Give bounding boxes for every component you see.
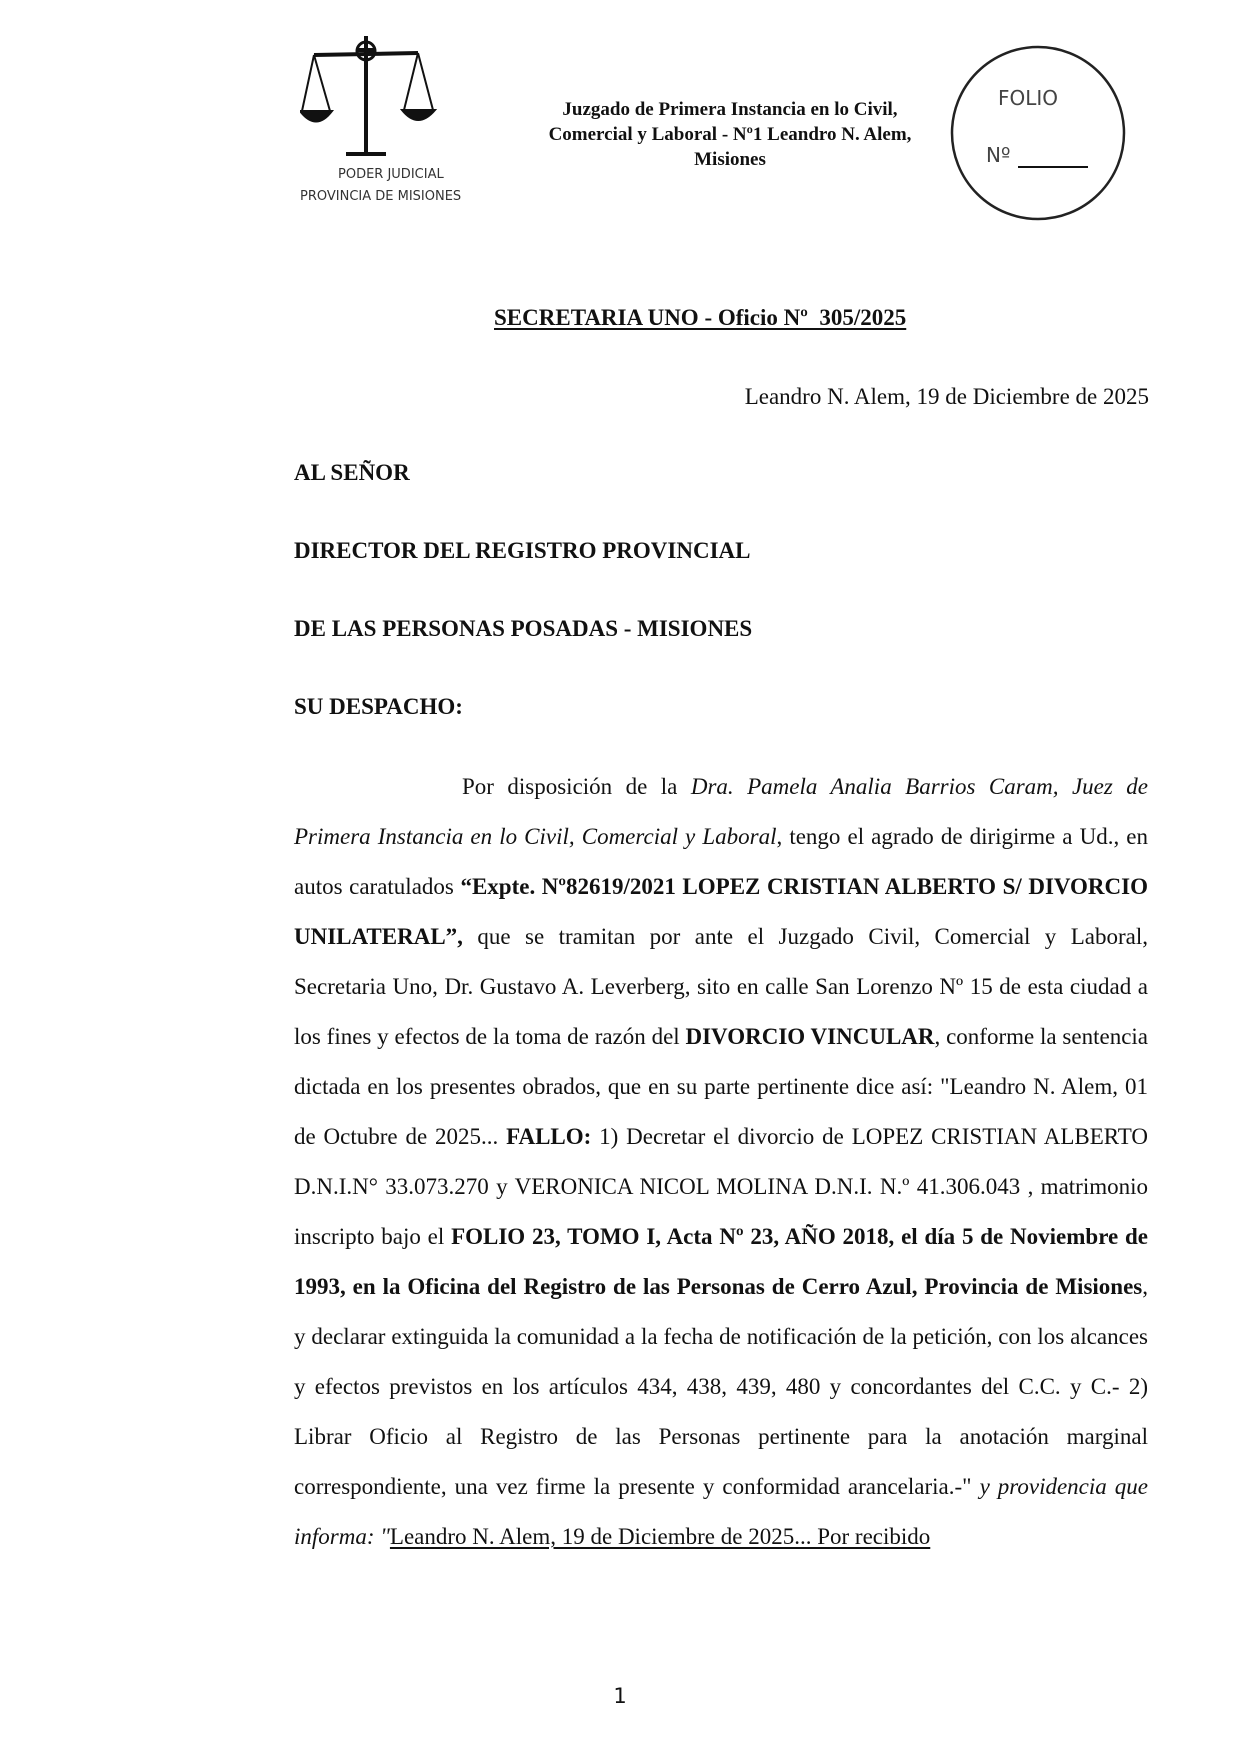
addressee-line: SU DESPACHO: [294, 694, 463, 719]
body-segment: 1) Decretar el divorcio de LOPEZ CRISTIAN ALBERTO D.N.I.N° 33.073.270 y VERONICA NICOL MOLINA D.N.I. N.º 41.306.043 , matrimonio inscripto bajo el [294, 1124, 1148, 1249]
case-reference: “Expte. Nº82619/2021 LOPEZ CRISTIAN ALBERTO S/ DIVORCIO UNILATERAL”, [294, 874, 1148, 949]
addressee-line: DIRECTOR DEL REGISTRO PROVINCIAL [294, 538, 751, 563]
marriage-registration: FOLIO 23, TOMO I, Acta Nº 23, AÑO 2018, el día 5 de Noviembre de 1993, en la Oficina del Registro de las Personas de Cerro Azul, Provincia de Misiones [294, 1224, 1148, 1299]
court-line: Comercial y Laboral - Nº1 Leandro N. Alem, [548, 124, 912, 145]
folio-number-label: Nº [986, 143, 1011, 167]
logo-line-2: PROVINCIA DE MISIONES [300, 189, 462, 204]
court-line: Juzgado de Primera Instancia en lo Civil, [562, 99, 898, 120]
body-paragraph [294, 762, 1148, 1562]
court-line: Misiones [694, 149, 766, 170]
addressee-line: DE LAS PERSONAS POSADAS - MISIONES [294, 616, 753, 641]
fallo-label: FALLO: [506, 1124, 592, 1149]
body-segment: Por disposición de la [462, 774, 691, 799]
folio-circle [952, 47, 1124, 219]
body-segment: , tengo el agrado de dirigirme a Ud., en autos caratulados [294, 824, 1148, 899]
judicial-scales-logo [300, 28, 520, 218]
page-number: 1 [613, 1684, 627, 1708]
place-date: Leandro N. Alem, 19 de Diciembre de 2025 [744, 384, 1149, 409]
body-segment: , conforme la sentencia dictada en los presentes obrados, que en su parte pertinente dice así: "Leandro N. Alem, 01 de Octubre de 2025... [294, 1024, 1148, 1149]
judge-name: Dra. Pamela Analia Barrios Caram, Juez de Primera Instancia en lo Civil, Comercial y Laboral [294, 774, 1148, 849]
body-segment: , y declarar extinguida la comunidad a la fecha de notificación de la petición, con los alcances y efectos previstos en los artículos 434, 438, 439, 480 y concordantes del C.C. y C.- 2) Librar Oficio al Registro de las Personas pertinente para la anotación marginal correspondiente, una vez firme la presente y conformidad arancelaria.-" [294, 1274, 1148, 1499]
oficio-title: SECRETARIA UNO - Oficio Nº 305/2025 [494, 305, 907, 330]
folio-label: FOLIO [998, 86, 1059, 110]
addressee-line: AL SEÑOR [294, 460, 410, 485]
logo-line-1: PODER JUDICIAL [338, 167, 444, 182]
body-segment: que se tramitan por ante el Juzgado Civil, Comercial y Laboral, Secretaria Uno, Dr. Gustavo A. Leverberg, sito en calle San Lorenzo Nº 15 de esta ciudad a los fines y efectos de la toma de razón del [294, 924, 1148, 1049]
scales-icon [300, 36, 435, 154]
folio-stamp [948, 40, 1128, 226]
divorcio-vincular: DIVORCIO VINCULAR [685, 1024, 935, 1049]
providencia-intro: y providencia que informa: " [294, 1474, 1149, 1549]
court-header [515, 97, 945, 172]
providencia-quote: Leandro N. Alem, 19 de Diciembre de 2025... Por recibido [389, 1524, 931, 1549]
